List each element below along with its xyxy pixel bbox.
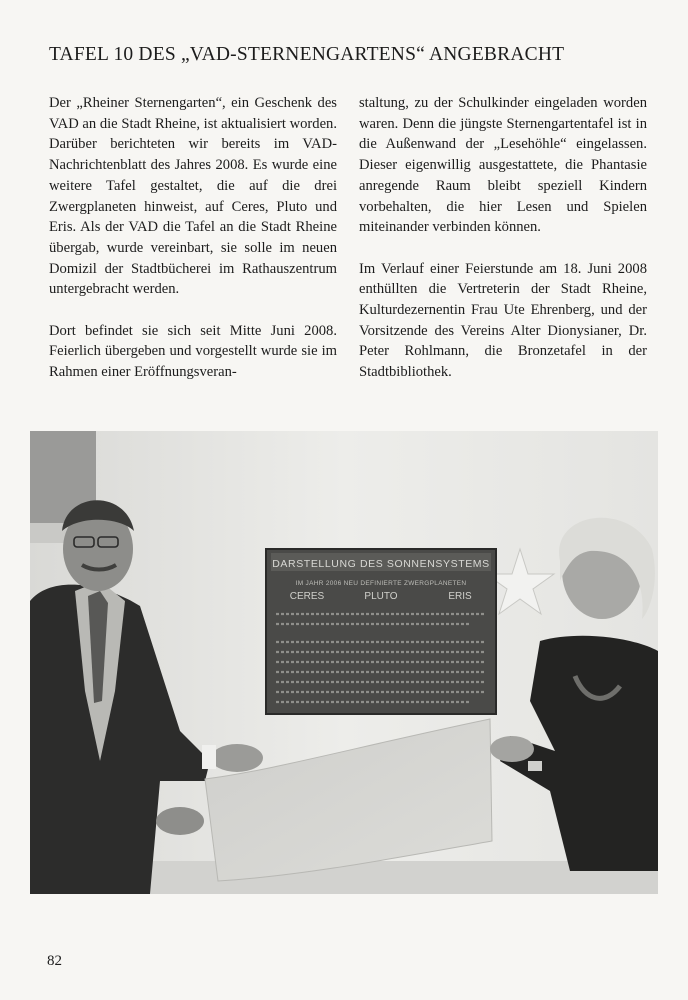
- paragraph: Dort befindet sie sich seit Mitte Juni 2008. Feierlich übergeben und vorgestellt wurde sie im Rahmen einer Eröffnungsveran-: [49, 322, 337, 381]
- plaque-planet-eris: ERIS: [448, 591, 472, 602]
- plaque-planet-ceres: CERES: [289, 591, 325, 602]
- plaque-heading: DARSTELLUNG DES SONNENSYSTEMS: [272, 558, 490, 570]
- text-column-right: [359, 93, 647, 383]
- paragraph: staltung, zu der Schulkinder eingeladen worden waren. Denn die jüngste Sternengartentafel ist in die Außenwand der „Lesehöhle“ eingelassen. Dieser eigenwillig ausgestattete, die Phantasie anregende Raum bleibt speziell Kindern vorbehalten, die hier Lesen und Spielen miteinander verbinden können.: [359, 95, 647, 236]
- photo-unveiling: [30, 431, 658, 894]
- article-title: TAFEL 10 DES „VAD-STERNENGARTENS“ ANGEBRACHT: [49, 44, 565, 65]
- paragraph: Im Verlauf einer Feierstunde am 18. Juni 2008 enthüllten die Vertreterin der Stadt Rheine, Kulturdezernentin Frau Ute Ehrenberg, und der Vorsitzende des Vereins Alter Dionysianer, Dr. Peter Rohlmann, die Bronzetafel in der Stadtbibliothek.: [359, 260, 647, 381]
- photo-illustration: [30, 431, 658, 894]
- paragraph: Der „Rheiner Sternengarten“, ein Geschenk des VAD an die Stadt Rheine, ist aktualisiert worden. Darüber berichteten wir bereits im VAD-Nachrichtenblatt des Jahres 2008. Es wurde eine weitere Tafel gestaltet, die auf die drei Zwergplaneten hinweist, auf Ceres, Pluto und Eris. Als der VAD die Tafel an die Stadt Rheine übergab, wurde vereinbart, sie solle im neuen Domizil der Stadtbücherei im Rathauszentrum untergebracht werden.: [49, 95, 337, 298]
- plaque-planet-pluto: PLUTO: [364, 591, 398, 602]
- bronze-plaque: [266, 549, 496, 714]
- plaque-subheading: IM JAHR 2006 NEU DEFINIERTE ZWERGPLANETEN: [295, 580, 467, 587]
- text-column-left: [49, 93, 337, 383]
- page-number: 82: [47, 953, 62, 969]
